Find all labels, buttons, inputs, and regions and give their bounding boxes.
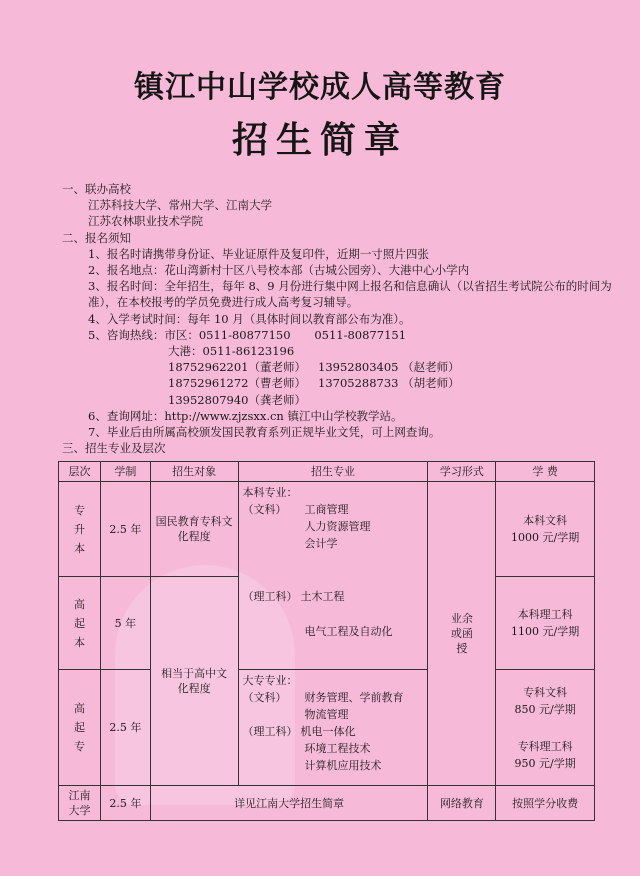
th-duration: 学制 [100, 462, 150, 482]
level-cell: 高起专 [59, 670, 101, 786]
page-title: 镇江中山学校成人高等教育 [134, 70, 506, 105]
th-majors: 招生专业 [238, 462, 428, 482]
wenke-tag: （文科） [242, 503, 287, 516]
major-item: 工商管理 [304, 503, 349, 516]
partner-universities-2: 江苏农林职业技术学院 [88, 214, 203, 229]
th-target: 招生对象 [150, 462, 238, 482]
notice-item-4: 4、入学考试时间：每年 10 月（具体时间以教育部公布为准）。 [88, 311, 411, 326]
fee-amount: 1000 元/学期 [511, 531, 580, 544]
hotline-row-1 [62, 327, 622, 343]
major-item: 财务管理、学前教育 [304, 691, 404, 704]
duration-cell: 2.5 年 [100, 670, 150, 786]
major-item: 会计学 [304, 537, 338, 550]
hotline-row-3 [62, 359, 622, 375]
phone-city-1: 市区：0511-80877150 [164, 327, 291, 342]
website-suffix: 镇江中山学校教学站。 [283, 408, 403, 423]
fee-cell [496, 577, 595, 670]
duration-cell: 2.5 年 [100, 482, 150, 577]
notice-item-7: 7、毕业后由所属高校颁发国民教育系列正规毕业文凭，可上网查询。 [88, 425, 441, 440]
hotline-label: 5、咨询热线： [88, 327, 165, 342]
partner-universities-1: 江苏科技大学、常州大学、江南大学 [88, 198, 272, 213]
fee-amount: 1100 元/学期 [511, 625, 580, 638]
table-row [59, 670, 595, 786]
level-cell: 专升本 [59, 482, 101, 577]
level-cell: 江南大学 [59, 786, 101, 821]
hotline-row-5 [62, 392, 622, 408]
major-item: 人力资源管理 [304, 520, 371, 533]
th-level: 层次 [59, 462, 101, 482]
hotline-row-2 [62, 343, 622, 359]
fee-amount: 950 元/学期 [514, 756, 576, 770]
duration-cell: 2.5 年 [100, 786, 150, 821]
major-item: 机电一体化 [300, 725, 356, 738]
undergrad-majors-cell [238, 482, 428, 670]
major-item: 土木工程 [300, 590, 345, 603]
fee-cell [496, 482, 595, 577]
level-cell: 高起本 [59, 577, 101, 670]
section2-heading: 二、报名须知 [62, 230, 131, 245]
brochure-body [62, 181, 622, 456]
fee-label: 专科文科 [523, 685, 568, 699]
major-item: 计算机应用技术 [304, 759, 382, 772]
college-majors-cell [238, 670, 428, 786]
phone-gong: 13952807940（龚老师） [168, 392, 306, 407]
fee-cell [496, 670, 595, 786]
target-cell: 相当于高中文化程度 [150, 577, 238, 786]
notice-item-2: 2、报名地点：花山湾新村十区八号校本部（古城公园旁）、大港中心小学内 [88, 263, 470, 278]
table-row [59, 482, 595, 577]
section3-heading: 三、招生专业及层次 [62, 441, 166, 456]
th-fee: 学 费 [496, 462, 595, 482]
ligong-tag: （理工科） [242, 725, 298, 738]
fee-label: 专科理工科 [517, 739, 573, 753]
jiangnan-fee-cell: 按照学分收费 [496, 786, 595, 821]
phone-dagang: 大港：0511-86123196 [168, 344, 295, 359]
phone-city-2: 0511-80877151 [314, 327, 407, 342]
wenke-tag: （文科） [242, 691, 287, 704]
duration-cell: 5 年 [100, 577, 150, 670]
phone-zhao: 13952803405 （赵老师） [318, 360, 460, 375]
fee-amount: 850 元/学期 [514, 702, 576, 716]
mode-cell: 业余或函授 [428, 482, 496, 786]
table-header-row [59, 462, 595, 482]
target-cell: 国民教育专科文化程度 [150, 482, 238, 577]
major-item: 电气工程及自动化 [304, 625, 393, 638]
major-item: 环境工程技术 [304, 742, 371, 755]
jiangnan-note-cell: 详见江南大学招生简章 [150, 786, 428, 821]
fee-label: 本科理工科 [517, 608, 573, 621]
phone-dong: 18752962201（董老师） [168, 360, 306, 375]
website-label: 6、查询网址： [88, 408, 165, 423]
notice-item-6 [62, 408, 622, 424]
jiangnan-mode-cell: 网络教育 [428, 786, 496, 821]
page-subtitle: 招生简章 [231, 120, 408, 161]
ligong-tag: （理工科） [242, 590, 298, 603]
phone-cao: 18752961272（曹老师） [168, 376, 306, 391]
college-label: 大专专业： [242, 674, 298, 687]
undergrad-label: 本科专业： [242, 486, 298, 499]
programs-table [58, 461, 595, 821]
table-row [59, 786, 595, 821]
phone-hu: 13705288733 （胡老师） [318, 376, 460, 391]
fee-label: 本科文科 [523, 514, 568, 527]
notice-item-3: 3、报名时间：全年招生，每年 8、9 月份进行集中网上报名和信息确认（以省招生考试院公布的时间为准），在本校报考的学员免费进行成人高考复习辅导。 [88, 279, 612, 310]
th-mode: 学习形式 [428, 462, 496, 482]
section1-heading: 一、联办高校 [62, 182, 131, 196]
hotline-row-4 [62, 375, 622, 391]
website-link[interactable]: http://www.zjzsxx.cn [164, 408, 284, 423]
major-item: 物流管理 [304, 708, 349, 721]
notice-item-1: 1、报名时请携带身份证、毕业证原件及复印件，近期一寸照片四张 [88, 246, 429, 261]
